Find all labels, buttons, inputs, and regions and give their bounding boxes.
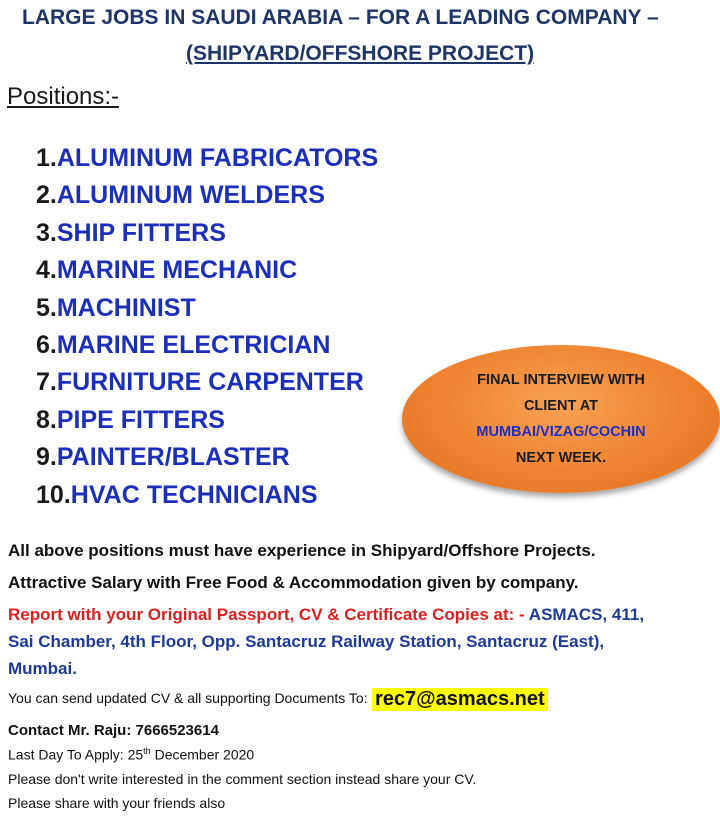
position-name: MARINE MECHANIC	[56, 256, 298, 285]
title-line-2: (SHIPYARD/OFFSHORE PROJECT)	[186, 42, 535, 65]
send-cv-text: You can send updated CV & all supporting Documents To:	[8, 690, 368, 706]
last-day-suffix: December 2020	[150, 746, 255, 763]
position-name: ALUMINUM WELDERS	[56, 181, 325, 210]
no-comment-note: Please don't write interested in the comment section instead share your CV.	[8, 771, 477, 787]
position-item	[36, 439, 378, 476]
last-day-line	[8, 746, 254, 763]
position-number: 1.	[36, 144, 57, 172]
position-item	[36, 215, 378, 252]
position-number: 8.	[36, 405, 57, 434]
position-name: HVAC TECHNICIANS	[70, 480, 318, 509]
position-item	[36, 364, 378, 401]
position-item	[36, 140, 378, 177]
report-address-3: Mumbai.	[8, 659, 77, 678]
position-name: MARINE ELECTRICIAN	[56, 330, 331, 359]
interview-ellipse	[402, 345, 720, 493]
position-number: 4.	[36, 256, 57, 285]
position-name: FURNITURE CARPENTER	[56, 368, 364, 397]
position-number: 6.	[36, 330, 57, 359]
position-item	[36, 327, 378, 364]
interview-line-2: CLIENT AT	[523, 398, 599, 414]
position-number: 9.	[36, 443, 57, 472]
interview-line-4: NEXT WEEK.	[515, 450, 607, 466]
position-item	[36, 402, 378, 439]
position-number: 3.	[36, 218, 57, 247]
contact-line: Contact Mr. Raju: 7666523614	[8, 722, 219, 739]
position-name: PAINTER/BLASTER	[56, 443, 290, 472]
report-address-2: Sai Chamber, 4th Floor, Opp. Santacruz Railway Station, Santacruz (East),	[8, 632, 605, 651]
positions-list	[36, 140, 378, 514]
position-item	[36, 290, 378, 327]
position-number: 10.	[36, 480, 71, 509]
salary-note: Attractive Salary with Free Food & Accommodation given by company.	[8, 573, 579, 592]
interview-locations: MUMBAI/VIZAG/COCHIN	[476, 424, 646, 440]
email-link[interactable]: rec7@asmacs.net	[372, 688, 548, 711]
position-item	[36, 477, 378, 514]
experience-note: All above positions must have experience in Shipyard/Offshore Projects.	[8, 541, 596, 560]
position-number: 5.	[36, 293, 57, 322]
share-note: Please share with your friends also	[8, 795, 226, 811]
report-line-1	[8, 605, 644, 625]
last-day-prefix: Last Day To Apply: 25	[8, 746, 144, 763]
report-instruction: Report with your Original Passport, CV & Certificate Copies at: -	[8, 605, 525, 624]
interview-line-1: FINAL INTERVIEW WITH	[477, 372, 645, 388]
send-cv-line	[8, 688, 548, 711]
positions-heading: Positions:-	[7, 83, 120, 110]
position-item	[36, 252, 378, 289]
report-address-1: ASMACS, 411,	[524, 605, 645, 624]
position-item	[36, 177, 378, 214]
position-name: MACHINIST	[56, 293, 196, 322]
position-name: PIPE FITTERS	[56, 405, 225, 434]
title-line-1: LARGE JOBS IN SAUDI ARABIA – FOR A LEADING COMPANY –	[22, 6, 659, 29]
position-name: ALUMINUM FABRICATORS	[56, 144, 379, 172]
position-number: 2.	[36, 181, 57, 210]
last-day-sup: th	[143, 746, 151, 756]
position-name: SHIP FITTERS	[56, 218, 226, 247]
position-number: 7.	[36, 368, 57, 397]
